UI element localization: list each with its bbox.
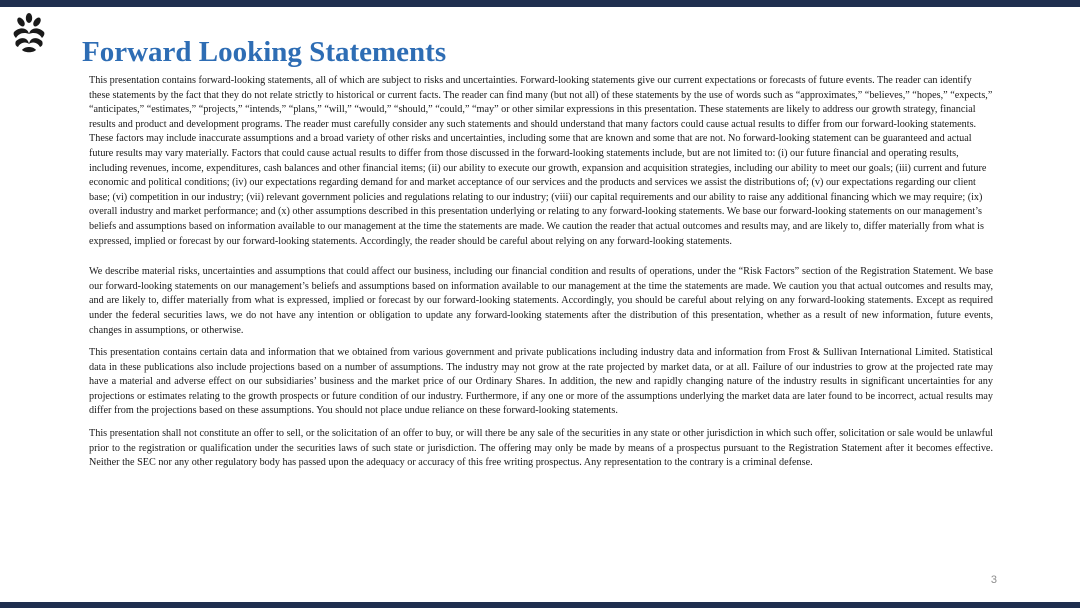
disclaimer-paragraph-no-offer: This presentation shall not constitute an offer to sell, or the solicitation of an offer to buy, or will there be any sale of the securities in any state or other jurisdiction in which such offer, solicitation or sale would be unlawful prior to the registration or qualification under the securities laws of such state or jurisdiction. The offering may only be made by means of a prospectus pursuant to the Registration Statement after it becomes effective. Neither the SEC nor any other regulatory body has passed upon the adequacy or accuracy of this free writing prospectus. Any representation to the contrary is a criminal defense. bbox=[89, 428, 993, 469]
bottom-accent-bar bbox=[0, 602, 1080, 608]
disclaimer-paragraph-forward-looking: This presentation contains forward-looking statements, all of which are subject to risks and uncertainties. Forward-looking statements give our current expectations or forecasts of future events. The reader can identify these statements by the fact that they do not relate strictly to historical or current facts. The reader can find many (but not all) of these statements by the use of words such as “approximates,” “believes,” “hopes,” “expects,” “anticipates,” “estimates,” “projects,” “intends,” “plans,” “will,” “would,” “should,” “could,” “may” or other similar expressions in this presentation. These statements are likely to address our growth strategy, financial results and product and development programs. The reader must carefully consider any such statements and should understand that many factors could cause actual results to differ from our forward-looking statements. These factors may include inaccurate assumptions and a broad variety of other risks and uncertainties, including some that are known and some that are not. No forward-looking statement can be guaranteed and actual future results may vary materially. Factors that could cause actual results to differ from those discussed in the forward-looking statements include, but are not limited to: (i) our future financial and operating results, including revenues, income, expenditures, cash balances and other financial items; (ii) our ability to execute our growth, expansion and acquisition strategies, including our ability to meet our goals; (iii) current and future economic and political conditions; (iv) our expectations regarding demand for and market acceptance of our services and the products and services we assist the distributions of; (v) our expectations regarding our client base; (vi) competition in our industry; (vii) relevant government policies and regulations relating to our industry; (viii) our capital requirements and our ability to raise any additional financing which we may require; (ix) overall industry and market performance; and (x) other assumptions described in this presentation underlying or relating to any forward-looking statements. We base our forward-looking statements on our management’s beliefs and assumptions based on information available to our management at the time the statements are made. We caution the reader that actual outcomes and results may, and are likely to, differ materially from what is expressed, implied or forecast by our forward-looking statements. Accordingly, the reader should be careful about relying on any forward-looking statements. bbox=[89, 75, 993, 247]
page-number: 3 bbox=[990, 574, 997, 586]
disclaimer-body bbox=[89, 74, 993, 471]
top-accent-bar bbox=[0, 0, 1080, 7]
page-title: Forward Looking Statements bbox=[82, 36, 447, 68]
disclaimer-paragraph-risk-factors: We describe material risks, uncertainties and assumptions that could affect our business, including our financial condition and results of operations, under the “Risk Factors” section of the Registration Statement. We base our forward-looking statements on our management’s beliefs and assumptions based on information available to our management at the time the statements are made. We caution you that actual outcomes and results may, and are likely to, differ materially from what is expressed, implied or forecast by our forward-looking statements. Accordingly, you should be careful about relying on any forward-looking statements. Except as required under the federal securities laws, we do not have any intention or obligation to update any forward-looking statements after the distribution of this presentation, whether as a result of new information, future events, changes in assumptions, or otherwise. bbox=[89, 266, 993, 336]
disclaimer-paragraph-industry-data: This presentation contains certain data and information that we obtained from various government and private publications including industry data and information from Frost & Sullivan International Limited. Statistical data in these publications also include projections based on a number of assumptions. The industry may not grow at the rate projected by market data, or at all. Failure of our industries to grow at the projected rate may have a material and adverse effect on our subsidiaries’ business and the market price of our Ordinary Shares. In addition, the new and rapidly changing nature of the industry results in significant uncertainties for any projections or estimates relating to the growth prospects or future condition of our industry. Furthermore, if any one or more of the assumptions underlying the market data are later found to be incorrect, actual results may differ from the projections based on these assumptions. You should not place undue reliance on these forward-looking statements. bbox=[89, 347, 993, 417]
company-logo-icon bbox=[10, 12, 48, 54]
